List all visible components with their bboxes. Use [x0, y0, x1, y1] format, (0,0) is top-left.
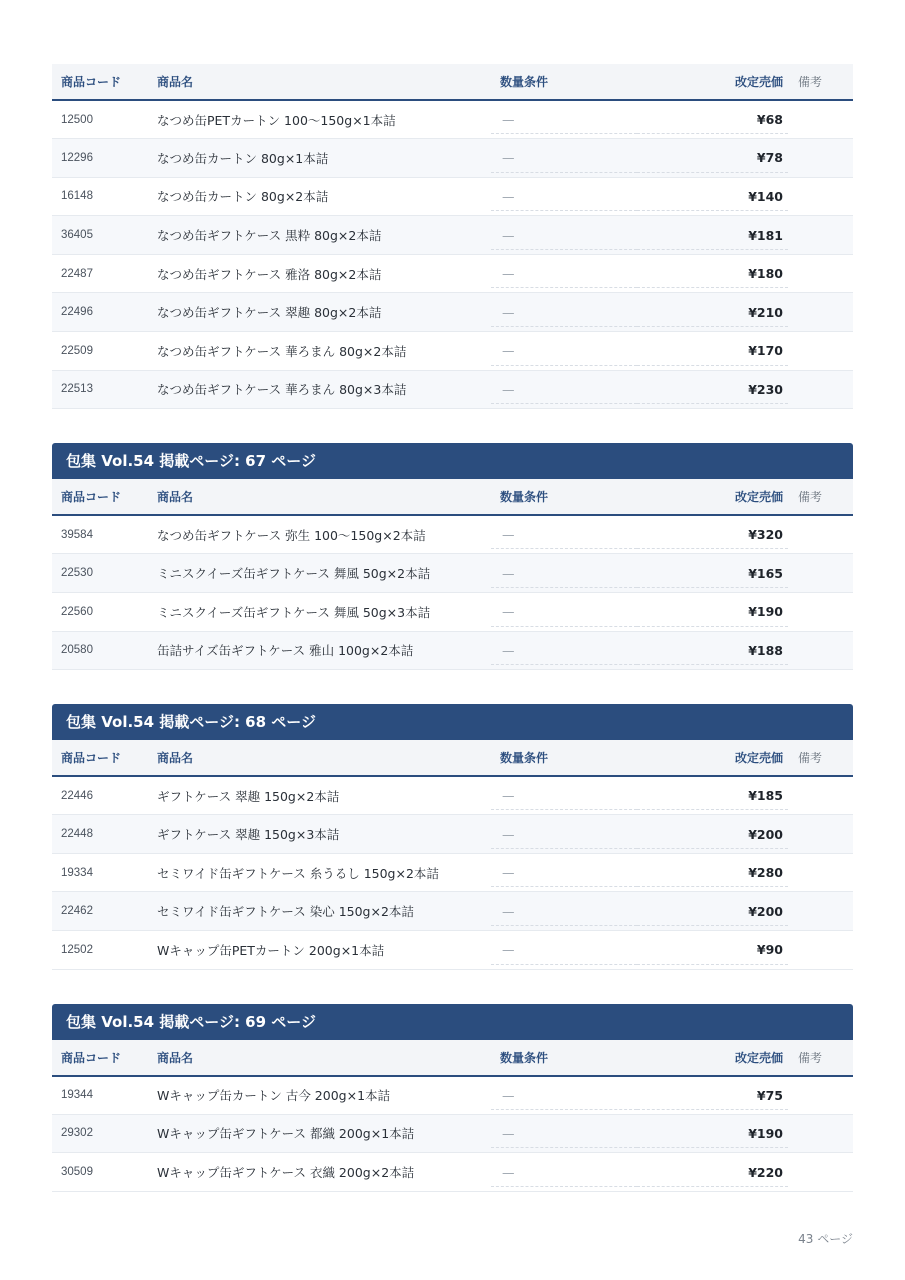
quantity-condition: —: [491, 515, 637, 554]
revised-price: ¥190: [637, 592, 788, 631]
quantity-condition: —: [491, 1153, 637, 1192]
table-row: [52, 1153, 853, 1192]
revised-price: ¥68: [637, 100, 788, 139]
remarks: [788, 293, 853, 332]
revised-price: ¥200: [637, 815, 788, 854]
quantity-condition: —: [491, 293, 637, 332]
remarks: [788, 815, 853, 854]
remarks: [788, 631, 853, 670]
column-header-note: 備考: [798, 75, 823, 89]
price-section: [52, 443, 853, 670]
revised-price: ¥190: [637, 1114, 788, 1153]
product-name: なつめ缶ギフトケース 翠趣 80g×2本詰: [157, 305, 382, 321]
column-header-note: 備考: [798, 490, 823, 505]
product-code: 19344: [61, 1089, 93, 1102]
remarks: [788, 1114, 853, 1153]
column-header-name: 商品名: [157, 1050, 194, 1065]
table-header-row: [52, 64, 853, 100]
quantity-condition: —: [491, 554, 637, 593]
product-code: 22446: [61, 789, 93, 802]
product-name: Wキャップ缶PETカートン 200g×1本詰: [157, 942, 385, 958]
remarks: [788, 100, 853, 139]
product-code: 29302: [61, 1127, 93, 1140]
quantity-condition: —: [491, 254, 637, 293]
table-row: [52, 254, 853, 293]
remarks: [788, 370, 853, 409]
price-table: [52, 1040, 853, 1192]
price-section: [52, 704, 853, 969]
product-name: セミワイド缶ギフトケース 糸うるし 150g×2本詰: [157, 865, 439, 881]
quantity-condition: —: [491, 100, 637, 139]
quantity-condition: —: [491, 332, 637, 371]
remarks: [788, 776, 853, 815]
product-name: ミニスクイーズ缶ギフトケース 舞風 50g×3本詰: [157, 604, 431, 620]
column-header-code: 商品コード: [61, 1050, 122, 1065]
revised-price: ¥230: [637, 370, 788, 409]
section-title: 包集 Vol.54 掲載ページ: 68 ページ: [52, 704, 853, 740]
table-row: [52, 1114, 853, 1153]
product-code: 22462: [61, 905, 93, 918]
table-row: [52, 177, 853, 216]
table-row: [52, 592, 853, 631]
quantity-condition: —: [491, 815, 637, 854]
table-header-row: [52, 479, 853, 515]
product-name: セミワイド缶ギフトケース 染心 150g×2本詰: [157, 904, 414, 920]
revised-price: ¥220: [637, 1153, 788, 1192]
product-code: 19334: [61, 866, 93, 879]
quantity-condition: —: [491, 631, 637, 670]
product-code: 22530: [61, 567, 93, 580]
column-header-name: 商品名: [157, 490, 194, 505]
table-row: [52, 776, 853, 815]
table-row: [52, 1076, 853, 1115]
revised-price: ¥181: [637, 216, 788, 255]
section-title: 包集 Vol.54 掲載ページ: 67 ページ: [52, 443, 853, 479]
product-code: 39584: [61, 528, 93, 541]
column-header-qty: 数量条件: [500, 75, 549, 89]
revised-price: ¥165: [637, 554, 788, 593]
remarks: [788, 1076, 853, 1115]
product-name: なつめ缶カートン 80g×1本詰: [157, 150, 329, 166]
product-code: 16148: [61, 190, 93, 203]
column-header-qty: 数量条件: [500, 490, 549, 505]
product-name: Wキャップ缶ギフトケース 都織 200g×1本詰: [157, 1126, 415, 1142]
quantity-condition: —: [491, 931, 637, 970]
remarks: [788, 1153, 853, 1192]
quantity-condition: —: [491, 776, 637, 815]
table-row: [52, 554, 853, 593]
quantity-condition: —: [491, 1076, 637, 1115]
column-header-code: 商品コード: [61, 490, 122, 505]
table-row: [52, 216, 853, 255]
product-name: ミニスクイーズ缶ギフトケース 舞風 50g×2本詰: [157, 566, 431, 582]
product-name: なつめ缶ギフトケース 雅洛 80g×2本詰: [157, 266, 382, 282]
revised-price: ¥140: [637, 177, 788, 216]
table-row: [52, 815, 853, 854]
remarks: [788, 515, 853, 554]
remarks: [788, 332, 853, 371]
column-header-note: 備考: [798, 1050, 823, 1065]
column-header-price: 改定売価: [734, 1050, 783, 1065]
column-header-code: 商品コード: [61, 751, 122, 766]
column-header-name: 商品名: [157, 75, 194, 89]
price-section: [52, 1004, 853, 1192]
revised-price: ¥78: [637, 139, 788, 178]
product-code: 20580: [61, 644, 93, 657]
product-name: ギフトケース 翠趣 150g×3本詰: [157, 827, 340, 843]
product-code: 22487: [61, 267, 93, 280]
revised-price: ¥170: [637, 332, 788, 371]
quantity-condition: —: [491, 892, 637, 931]
column-header-code: 商品コード: [61, 75, 122, 89]
price-table: [52, 479, 853, 670]
quantity-condition: —: [491, 216, 637, 255]
product-code: 22513: [61, 383, 93, 396]
product-name: ギフトケース 翠趣 150g×2本詰: [157, 788, 340, 804]
product-name: 缶詰サイズ缶ギフトケース 雅山 100g×2本詰: [157, 643, 414, 659]
table-row: [52, 332, 853, 371]
product-name: Wキャップ缶ギフトケース 衣織 200g×2本詰: [157, 1165, 415, 1181]
remarks: [788, 853, 853, 892]
column-header-price: 改定売価: [734, 75, 783, 89]
product-code: 12500: [61, 113, 93, 126]
column-header-price: 改定売価: [734, 751, 783, 766]
revised-price: ¥280: [637, 853, 788, 892]
column-header-note: 備考: [798, 751, 823, 766]
table-row: [52, 370, 853, 409]
revised-price: ¥180: [637, 254, 788, 293]
table-row: [52, 293, 853, 332]
remarks: [788, 177, 853, 216]
product-code: 22448: [61, 828, 93, 841]
product-name: なつめ缶カートン 80g×2本詰: [157, 189, 329, 205]
quantity-condition: —: [491, 853, 637, 892]
revised-price: ¥320: [637, 515, 788, 554]
product-code: 36405: [61, 229, 93, 242]
revised-price: ¥188: [637, 631, 788, 670]
product-name: なつめ缶ギフトケース 華ろまん 80g×2本詰: [157, 343, 407, 359]
quantity-condition: —: [491, 1114, 637, 1153]
price-section: [52, 64, 853, 409]
product-code: 30509: [61, 1166, 93, 1179]
remarks: [788, 216, 853, 255]
product-code: 22496: [61, 306, 93, 319]
table-row: [52, 931, 853, 970]
price-table: [52, 64, 853, 409]
remarks: [788, 592, 853, 631]
revised-price: ¥200: [637, 892, 788, 931]
remarks: [788, 892, 853, 931]
section-title: 包集 Vol.54 掲載ページ: 69 ページ: [52, 1004, 853, 1040]
remarks: [788, 254, 853, 293]
quantity-condition: —: [491, 139, 637, 178]
page-number: 43 ページ: [798, 1232, 853, 1246]
quantity-condition: —: [491, 592, 637, 631]
table-row: [52, 100, 853, 139]
product-code: 12502: [61, 943, 93, 956]
product-code: 22560: [61, 605, 93, 618]
remarks: [788, 931, 853, 970]
product-name: なつめ缶ギフトケース 弥生 100〜150g×2本詰: [157, 527, 426, 543]
product-name: Wキャップ缶カートン 古今 200g×1本詰: [157, 1088, 391, 1104]
column-header-name: 商品名: [157, 751, 194, 766]
revised-price: ¥185: [637, 776, 788, 815]
revised-price: ¥75: [637, 1076, 788, 1115]
price-list-page: [52, 64, 853, 1226]
column-header-price: 改定売価: [734, 490, 783, 505]
table-row: [52, 139, 853, 178]
product-name: なつめ缶ギフトケース 華ろまん 80g×3本詰: [157, 382, 407, 398]
product-code: 12296: [61, 151, 93, 164]
table-row: [52, 853, 853, 892]
table-row: [52, 892, 853, 931]
remarks: [788, 554, 853, 593]
revised-price: ¥210: [637, 293, 788, 332]
quantity-condition: —: [491, 370, 637, 409]
column-header-qty: 数量条件: [500, 1050, 549, 1065]
column-header-qty: 数量条件: [500, 751, 549, 766]
remarks: [788, 139, 853, 178]
table-header-row: [52, 740, 853, 776]
product-code: 22509: [61, 344, 93, 357]
table-header-row: [52, 1040, 853, 1076]
revised-price: ¥90: [637, 931, 788, 970]
product-name: なつめ缶ギフトケース 黒粋 80g×2本詰: [157, 228, 382, 244]
quantity-condition: —: [491, 177, 637, 216]
table-row: [52, 515, 853, 554]
table-row: [52, 631, 853, 670]
product-name: なつめ缶PETカートン 100〜150g×1本詰: [157, 112, 396, 128]
price-table: [52, 740, 853, 969]
